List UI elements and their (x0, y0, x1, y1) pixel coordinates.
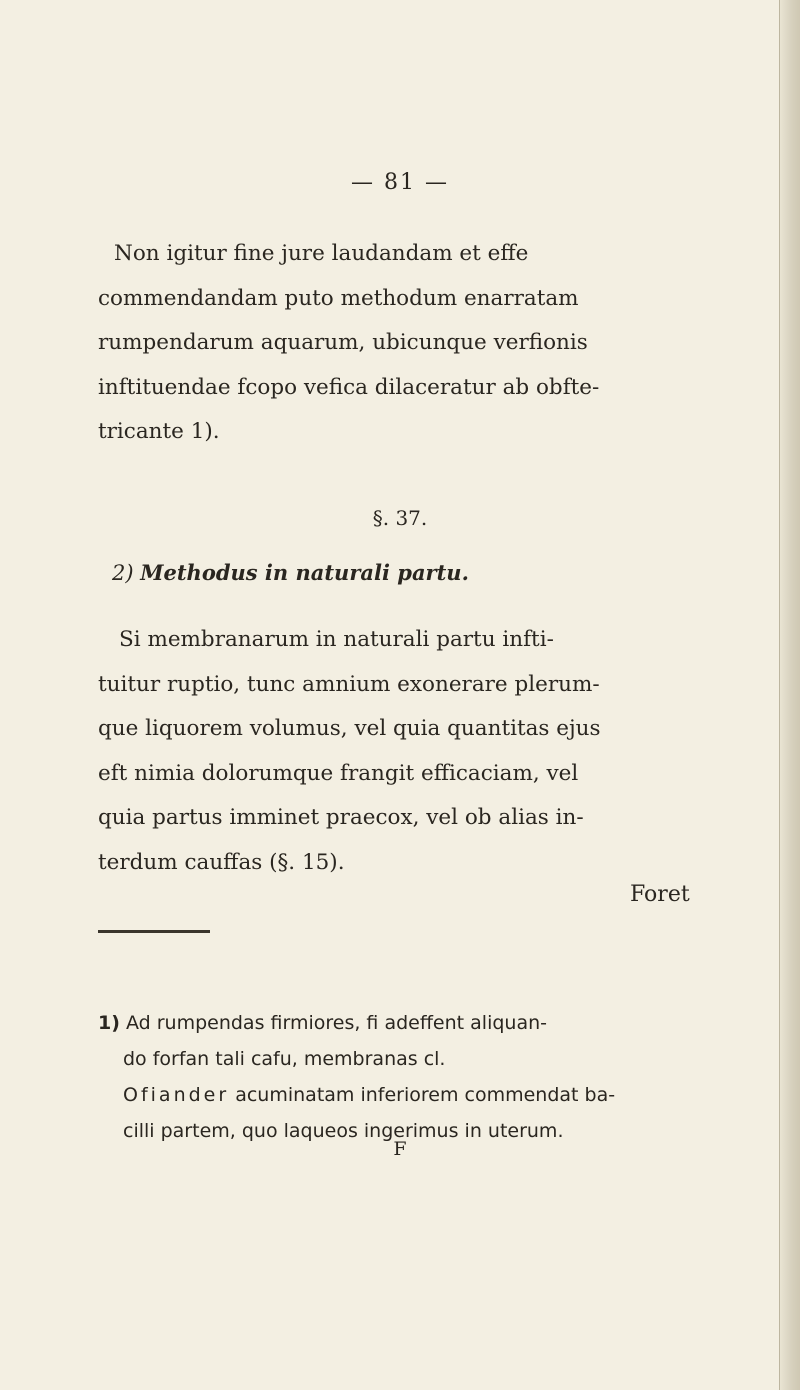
section-label: §. 37. (372, 506, 428, 530)
footnote (98, 1005, 753, 1149)
footnote-text: acuminatam inferiorem commendat ba- (235, 1084, 616, 1106)
catchword: Foret (630, 882, 690, 907)
signature-mark: F (393, 1138, 407, 1160)
paragraph-1 (98, 232, 748, 455)
text-line: eft nimia dolorumque frangit efficaciam, vel (98, 760, 579, 786)
text-line: rumpendarum aquarum, ubicunque verfionis (98, 330, 588, 355)
footnote-line: cilli partem, quo laqueos ingerimus in uterum. (123, 1120, 564, 1142)
page-edge (779, 0, 800, 1390)
text-line: quia partus imminet praecox, vel ob alias in- (98, 805, 584, 830)
text-line: tuitur ruptio, tunc amnium exonerare plerum- (98, 671, 600, 697)
heading-number: 2) (112, 561, 134, 585)
text-line: commendandam puto methodum enarratam (98, 285, 579, 311)
text-line: que liquorem volumus, vel quia quantitas ejus (98, 716, 601, 741)
footnote-line (98, 1005, 753, 1041)
text-line: Si membranarum in naturali partu infti- (119, 627, 554, 652)
page-number: — 81 — (351, 170, 449, 195)
heading-title: Methodus in naturali partu. (140, 560, 469, 585)
text-line: terdum cauffas (§. 15). (98, 849, 345, 875)
footnote-rule (98, 930, 210, 933)
footnote-name: Ofiander (123, 1084, 230, 1106)
footnote-line: do forfan tali cafu, membranas cl. (123, 1048, 446, 1070)
section-heading (112, 560, 469, 585)
footnote-line (98, 1077, 753, 1113)
paragraph-2 (98, 618, 748, 885)
text-line: tricante 1). (98, 419, 220, 444)
footnote-text: Ad rumpendas firmiores, fi adeffent aliquan- (125, 1012, 547, 1034)
text-line: Non igitur fine jure laudandam et effe (114, 241, 529, 266)
footnote-marker: 1) (98, 1012, 120, 1034)
text-line: inftituendae fcopo vefica dilaceratur ab obfte- (98, 374, 600, 400)
